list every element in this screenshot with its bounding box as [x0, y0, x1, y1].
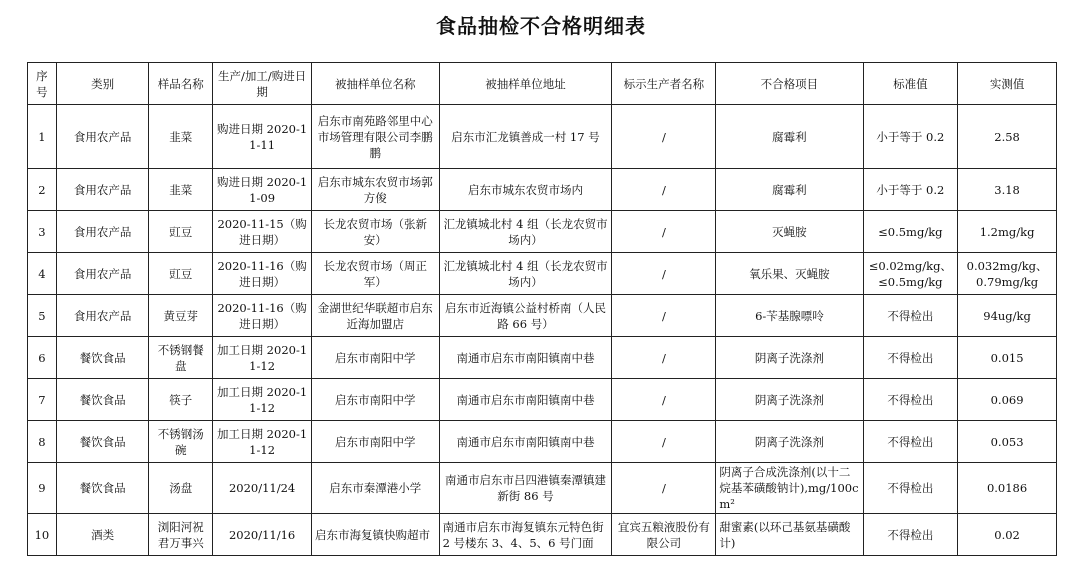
cell-category: 餐饮食品	[56, 421, 149, 463]
cell-date: 加工日期 2020-11-12	[213, 337, 312, 379]
table-row	[28, 211, 1057, 253]
cell-no: 6	[28, 337, 57, 379]
header-date: 生产/加工/购进日期	[213, 63, 312, 105]
cell-standard: 不得检出	[863, 463, 958, 514]
table-row	[28, 253, 1057, 295]
cell-address: 启东市汇龙镇善成一村 17 号	[439, 105, 612, 169]
cell-no: 4	[28, 253, 57, 295]
cell-unit: 启东市城东农贸市场郭方俊	[311, 169, 439, 211]
table-row	[28, 337, 1057, 379]
cell-item: 腐霉利	[716, 169, 863, 211]
cell-date: 2020/11/16	[213, 514, 312, 556]
cell-standard: 小于等于 0.2	[863, 105, 958, 169]
cell-category: 餐饮食品	[56, 379, 149, 421]
cell-unit: 长龙农贸市场（张新安）	[311, 211, 439, 253]
cell-measured: 0.015	[958, 337, 1057, 379]
cell-unit: 金湖世纪华联超市启东近海加盟店	[311, 295, 439, 337]
cell-date: 购进日期 2020-11-11	[213, 105, 312, 169]
cell-item: 腐霉利	[716, 105, 863, 169]
cell-sample: 浏阳河祝君万事兴	[149, 514, 213, 556]
cell-category: 食用农产品	[56, 295, 149, 337]
cell-date: 加工日期 2020-11-12	[213, 421, 312, 463]
header-unit: 被抽样单位名称	[311, 63, 439, 105]
cell-measured: 0.053	[958, 421, 1057, 463]
cell-item: 灭蝇胺	[716, 211, 863, 253]
header-producer: 标示生产者名称	[612, 63, 716, 105]
cell-item: 6-苄基腺嘌呤	[716, 295, 863, 337]
cell-category: 食用农产品	[56, 253, 149, 295]
cell-address: 南通市启东市南阳镇南中巷	[439, 337, 612, 379]
cell-unit: 启东市南阳中学	[311, 379, 439, 421]
cell-producer: /	[612, 421, 716, 463]
table-row	[28, 169, 1057, 211]
cell-measured: 1.2mg/kg	[958, 211, 1057, 253]
cell-sample: 韭菜	[149, 169, 213, 211]
cell-measured: 0.0186	[958, 463, 1057, 514]
cell-sample: 豇豆	[149, 211, 213, 253]
cell-category: 酒类	[56, 514, 149, 556]
cell-measured: 0.069	[958, 379, 1057, 421]
cell-measured: 94ug/kg	[958, 295, 1057, 337]
cell-date: 2020-11-16（购进日期）	[213, 295, 312, 337]
cell-sample: 不锈钢餐盘	[149, 337, 213, 379]
cell-sample: 不锈钢汤碗	[149, 421, 213, 463]
cell-item: 阴离子洗涤剂	[716, 421, 863, 463]
table-row	[28, 105, 1057, 169]
header-row	[28, 63, 1057, 105]
cell-producer: /	[612, 337, 716, 379]
header-category: 类别	[56, 63, 149, 105]
cell-sample: 韭菜	[149, 105, 213, 169]
cell-unit: 启东市海复镇快购超市	[311, 514, 439, 556]
table-row	[28, 295, 1057, 337]
cell-unit: 长龙农贸市场（周正军）	[311, 253, 439, 295]
table-row	[28, 421, 1057, 463]
cell-address: 汇龙镇城北村 4 组（长龙农贸市场内）	[439, 253, 612, 295]
cell-standard: 不得检出	[863, 514, 958, 556]
cell-item: 阴离子合成洗涤剂(以十二烷基苯磺酸钠计),mg/100cm²	[716, 463, 863, 514]
cell-standard: 不得检出	[863, 421, 958, 463]
cell-no: 3	[28, 211, 57, 253]
page-title: 食品抽检不合格明细表	[436, 14, 646, 38]
cell-no: 1	[28, 105, 57, 169]
cell-category: 食用农产品	[56, 105, 149, 169]
cell-standard: ≤0.02mg/kg、≤0.5mg/kg	[863, 253, 958, 295]
cell-standard: 不得检出	[863, 337, 958, 379]
cell-item: 甜蜜素(以环己基氨基磺酸计)	[716, 514, 863, 556]
cell-address: 南通市启东市吕四港镇秦潭镇建新街 86 号	[439, 463, 612, 514]
cell-measured: 0.032mg/kg、0.79mg/kg	[958, 253, 1057, 295]
table-row	[28, 514, 1057, 556]
cell-unit: 启东市秦潭港小学	[311, 463, 439, 514]
cell-sample: 汤盘	[149, 463, 213, 514]
cell-item: 阴离子洗涤剂	[716, 379, 863, 421]
cell-standard: 不得检出	[863, 379, 958, 421]
cell-measured: 3.18	[958, 169, 1057, 211]
cell-no: 9	[28, 463, 57, 514]
cell-standard: 不得检出	[863, 295, 958, 337]
cell-date: 2020/11/24	[213, 463, 312, 514]
cell-measured: 2.58	[958, 105, 1057, 169]
header-standard: 标准值	[863, 63, 958, 105]
cell-category: 餐饮食品	[56, 337, 149, 379]
header-no: 序号	[28, 63, 57, 105]
cell-unit: 启东市南阳中学	[311, 421, 439, 463]
inspection-table	[27, 62, 1057, 556]
table-row	[28, 463, 1057, 514]
header-item: 不合格项目	[716, 63, 863, 105]
cell-category: 食用农产品	[56, 169, 149, 211]
cell-sample: 黄豆芽	[149, 295, 213, 337]
cell-measured: 0.02	[958, 514, 1057, 556]
cell-producer: /	[612, 105, 716, 169]
cell-address: 启东市近海镇公益村桥南（人民路 66 号）	[439, 295, 612, 337]
cell-sample: 豇豆	[149, 253, 213, 295]
cell-date: 2020-11-16（购进日期）	[213, 253, 312, 295]
cell-producer: /	[612, 295, 716, 337]
cell-category: 餐饮食品	[56, 463, 149, 514]
cell-address: 南通市启东市海复镇东元特色街 2 号楼东 3、4、5、6 号门面	[439, 514, 612, 556]
cell-standard: ≤0.5mg/kg	[863, 211, 958, 253]
cell-producer: 宜宾五粮液股份有限公司	[612, 514, 716, 556]
cell-no: 2	[28, 169, 57, 211]
cell-date: 购进日期 2020-11-09	[213, 169, 312, 211]
cell-no: 8	[28, 421, 57, 463]
cell-standard: 小于等于 0.2	[863, 169, 958, 211]
cell-category: 食用农产品	[56, 211, 149, 253]
cell-no: 7	[28, 379, 57, 421]
cell-item: 阴离子洗涤剂	[716, 337, 863, 379]
cell-no: 10	[28, 514, 57, 556]
cell-date: 加工日期 2020-11-12	[213, 379, 312, 421]
header-address: 被抽样单位地址	[439, 63, 612, 105]
cell-no: 5	[28, 295, 57, 337]
cell-producer: /	[612, 253, 716, 295]
header-measured: 实测值	[958, 63, 1057, 105]
cell-address: 汇龙镇城北村 4 组（长龙农贸市场内）	[439, 211, 612, 253]
cell-address: 启东市城东农贸市场内	[439, 169, 612, 211]
cell-item: 氧乐果、灭蝇胺	[716, 253, 863, 295]
cell-producer: /	[612, 169, 716, 211]
table-row	[28, 379, 1057, 421]
cell-unit: 启东市南苑路邻里中心市场管理有限公司李鹏鹏	[311, 105, 439, 169]
cell-date: 2020-11-15（购进日期）	[213, 211, 312, 253]
cell-producer: /	[612, 211, 716, 253]
cell-producer: /	[612, 379, 716, 421]
cell-sample: 筷子	[149, 379, 213, 421]
cell-producer: /	[612, 463, 716, 514]
header-sample: 样品名称	[149, 63, 213, 105]
cell-unit: 启东市南阳中学	[311, 337, 439, 379]
cell-address: 南通市启东市南阳镇南中巷	[439, 379, 612, 421]
cell-address: 南通市启东市南阳镇南中巷	[439, 421, 612, 463]
